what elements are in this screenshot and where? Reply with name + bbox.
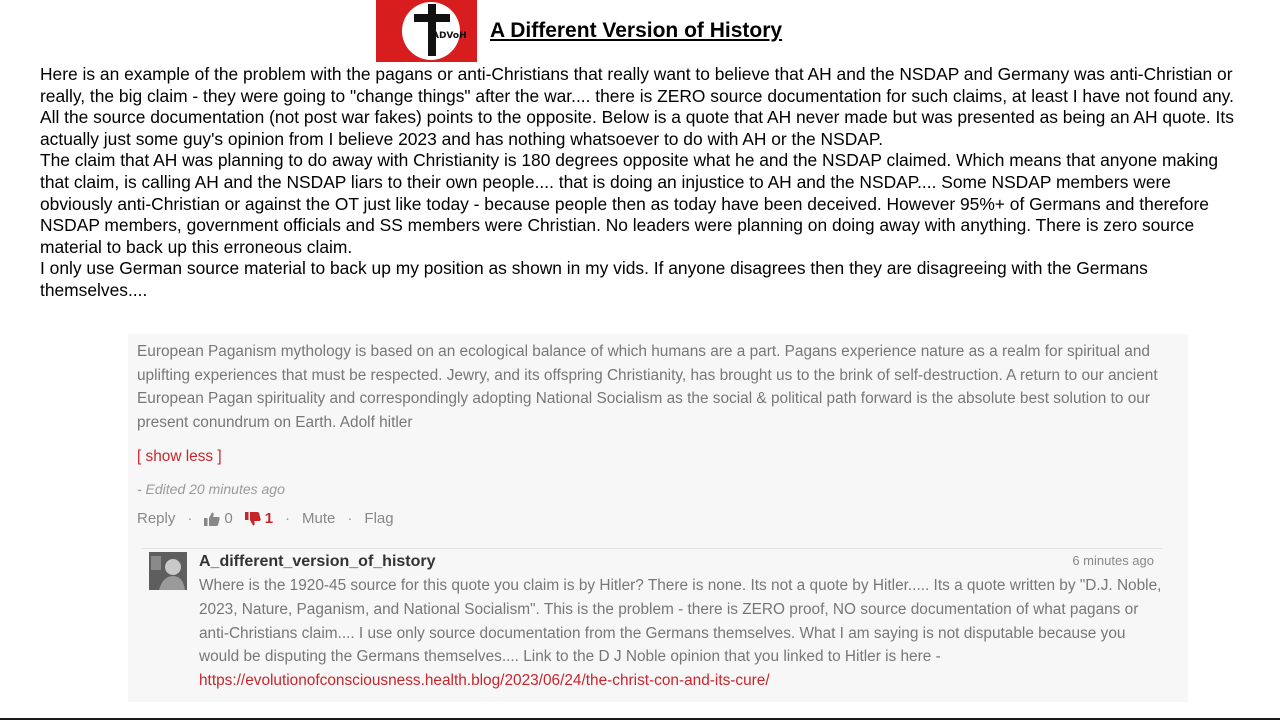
comment-screenshot (128, 334, 1188, 702)
site-logo (376, 0, 477, 62)
reply-timestamp[interactable]: 6 minutes ago (1072, 553, 1154, 568)
upvote-count: 0 (224, 510, 233, 527)
downvote-count: 1 (264, 510, 274, 527)
separator: · (187, 510, 193, 527)
reply-link[interactable]: https://evolutionofconsciousness.health.blog/2023/06/24/the-christ-con-and-its-cure/ (199, 672, 770, 690)
reply-button[interactable]: Reply (137, 510, 176, 527)
upvote-button[interactable] (204, 510, 232, 527)
reply-text (199, 574, 1165, 693)
avatar[interactable] (149, 552, 187, 590)
article-paragraph: Here is an example of the problem with the pagans or anti-Christians that really want to believe that AH and the NSDAP and Germany was anti-Christian or really, the big claim - they were going to "change things" after the war.... there is ZERO source documentation for such claims, at least I have not found any. All the source documentation (not post war fakes) points to the opposite. Below is a quote that AH never made but was presented as being an AH quote. Its actually just some guy's opinion from I believe 2023 and has nothing whatsoever to do with AH or the NSDAP. (40, 64, 1234, 149)
reply-divider (141, 548, 1163, 549)
reply-author[interactable]: A_different_version_of_history (199, 553, 436, 570)
separator: · (285, 510, 291, 527)
cross-logo-bar (414, 14, 450, 22)
logo-text: ADVoH (432, 31, 467, 41)
comment-text: European Paganism mythology is based on an ecological balance of which humans are a part. Pagans experience nature as a realm for spiritual and uplifting experiences that must be respected. Jewry, and its offspring Christianity, has brought us to the brink of self-destruction. A return to our ancient European Pagan spirituality and correspondingly adopting National Socialism as the social & political path forward is the absolute best solution to our present conundrum on Earth. Adolf hitler (137, 343, 1158, 431)
page-title: A Different Version of History (490, 19, 783, 42)
downvote-button[interactable] (245, 510, 273, 527)
comment-actions (137, 510, 394, 527)
cross-logo-icon (428, 4, 436, 56)
show-less-link[interactable]: [ show less ] (137, 448, 222, 465)
separator: · (347, 510, 353, 527)
article-body (40, 64, 1240, 302)
article-paragraph: I only use German source material to back up my position as shown in my vids. If anyone disagrees then they are disagreeing with the Germans themselves.... (40, 258, 1148, 300)
reply-body: Where is the 1920-45 source for this quote you claim is by Hitler? There is none. Its not a quote by Hitler..... Its a quote written by "D.J. Noble, 2023, Nature, Paganism, and National Socialism". This is the problem - there is ZERO proof, NO source documentation of what pagans or anti-Christians claim.... I use only source documentation from the Germans themselves. What I am saying is not disputable because you would be disputing the Germans themselves.... Link to the D J Noble opinion that you linked to Hitler is here - (199, 577, 1162, 666)
edited-timestamp: - Edited 20 minutes ago (137, 481, 285, 497)
mute-button[interactable]: Mute (302, 510, 336, 527)
thumbs-up-icon (204, 512, 220, 526)
flag-button[interactable]: Flag (364, 510, 394, 527)
thumbs-down-icon (245, 512, 261, 526)
article-paragraph: The claim that AH was planning to do away with Christianity is 180 degrees opposite what he and the NSDAP claimed. Which means that anyone making that claim, is calling AH and the NSDAP liars to their own people.... that is doing an injustice to AH and the NSDAP.... Some NSDAP members were obviously anti-Christian or against the OT just like today - because people then as today have been deceived. However 95%+ of Germans and therefore NSDAP members, government officials and SS members were Christian. No leaders were planning on doing away with anything. There is zero source material to back up this erroneous claim. (40, 150, 1219, 257)
